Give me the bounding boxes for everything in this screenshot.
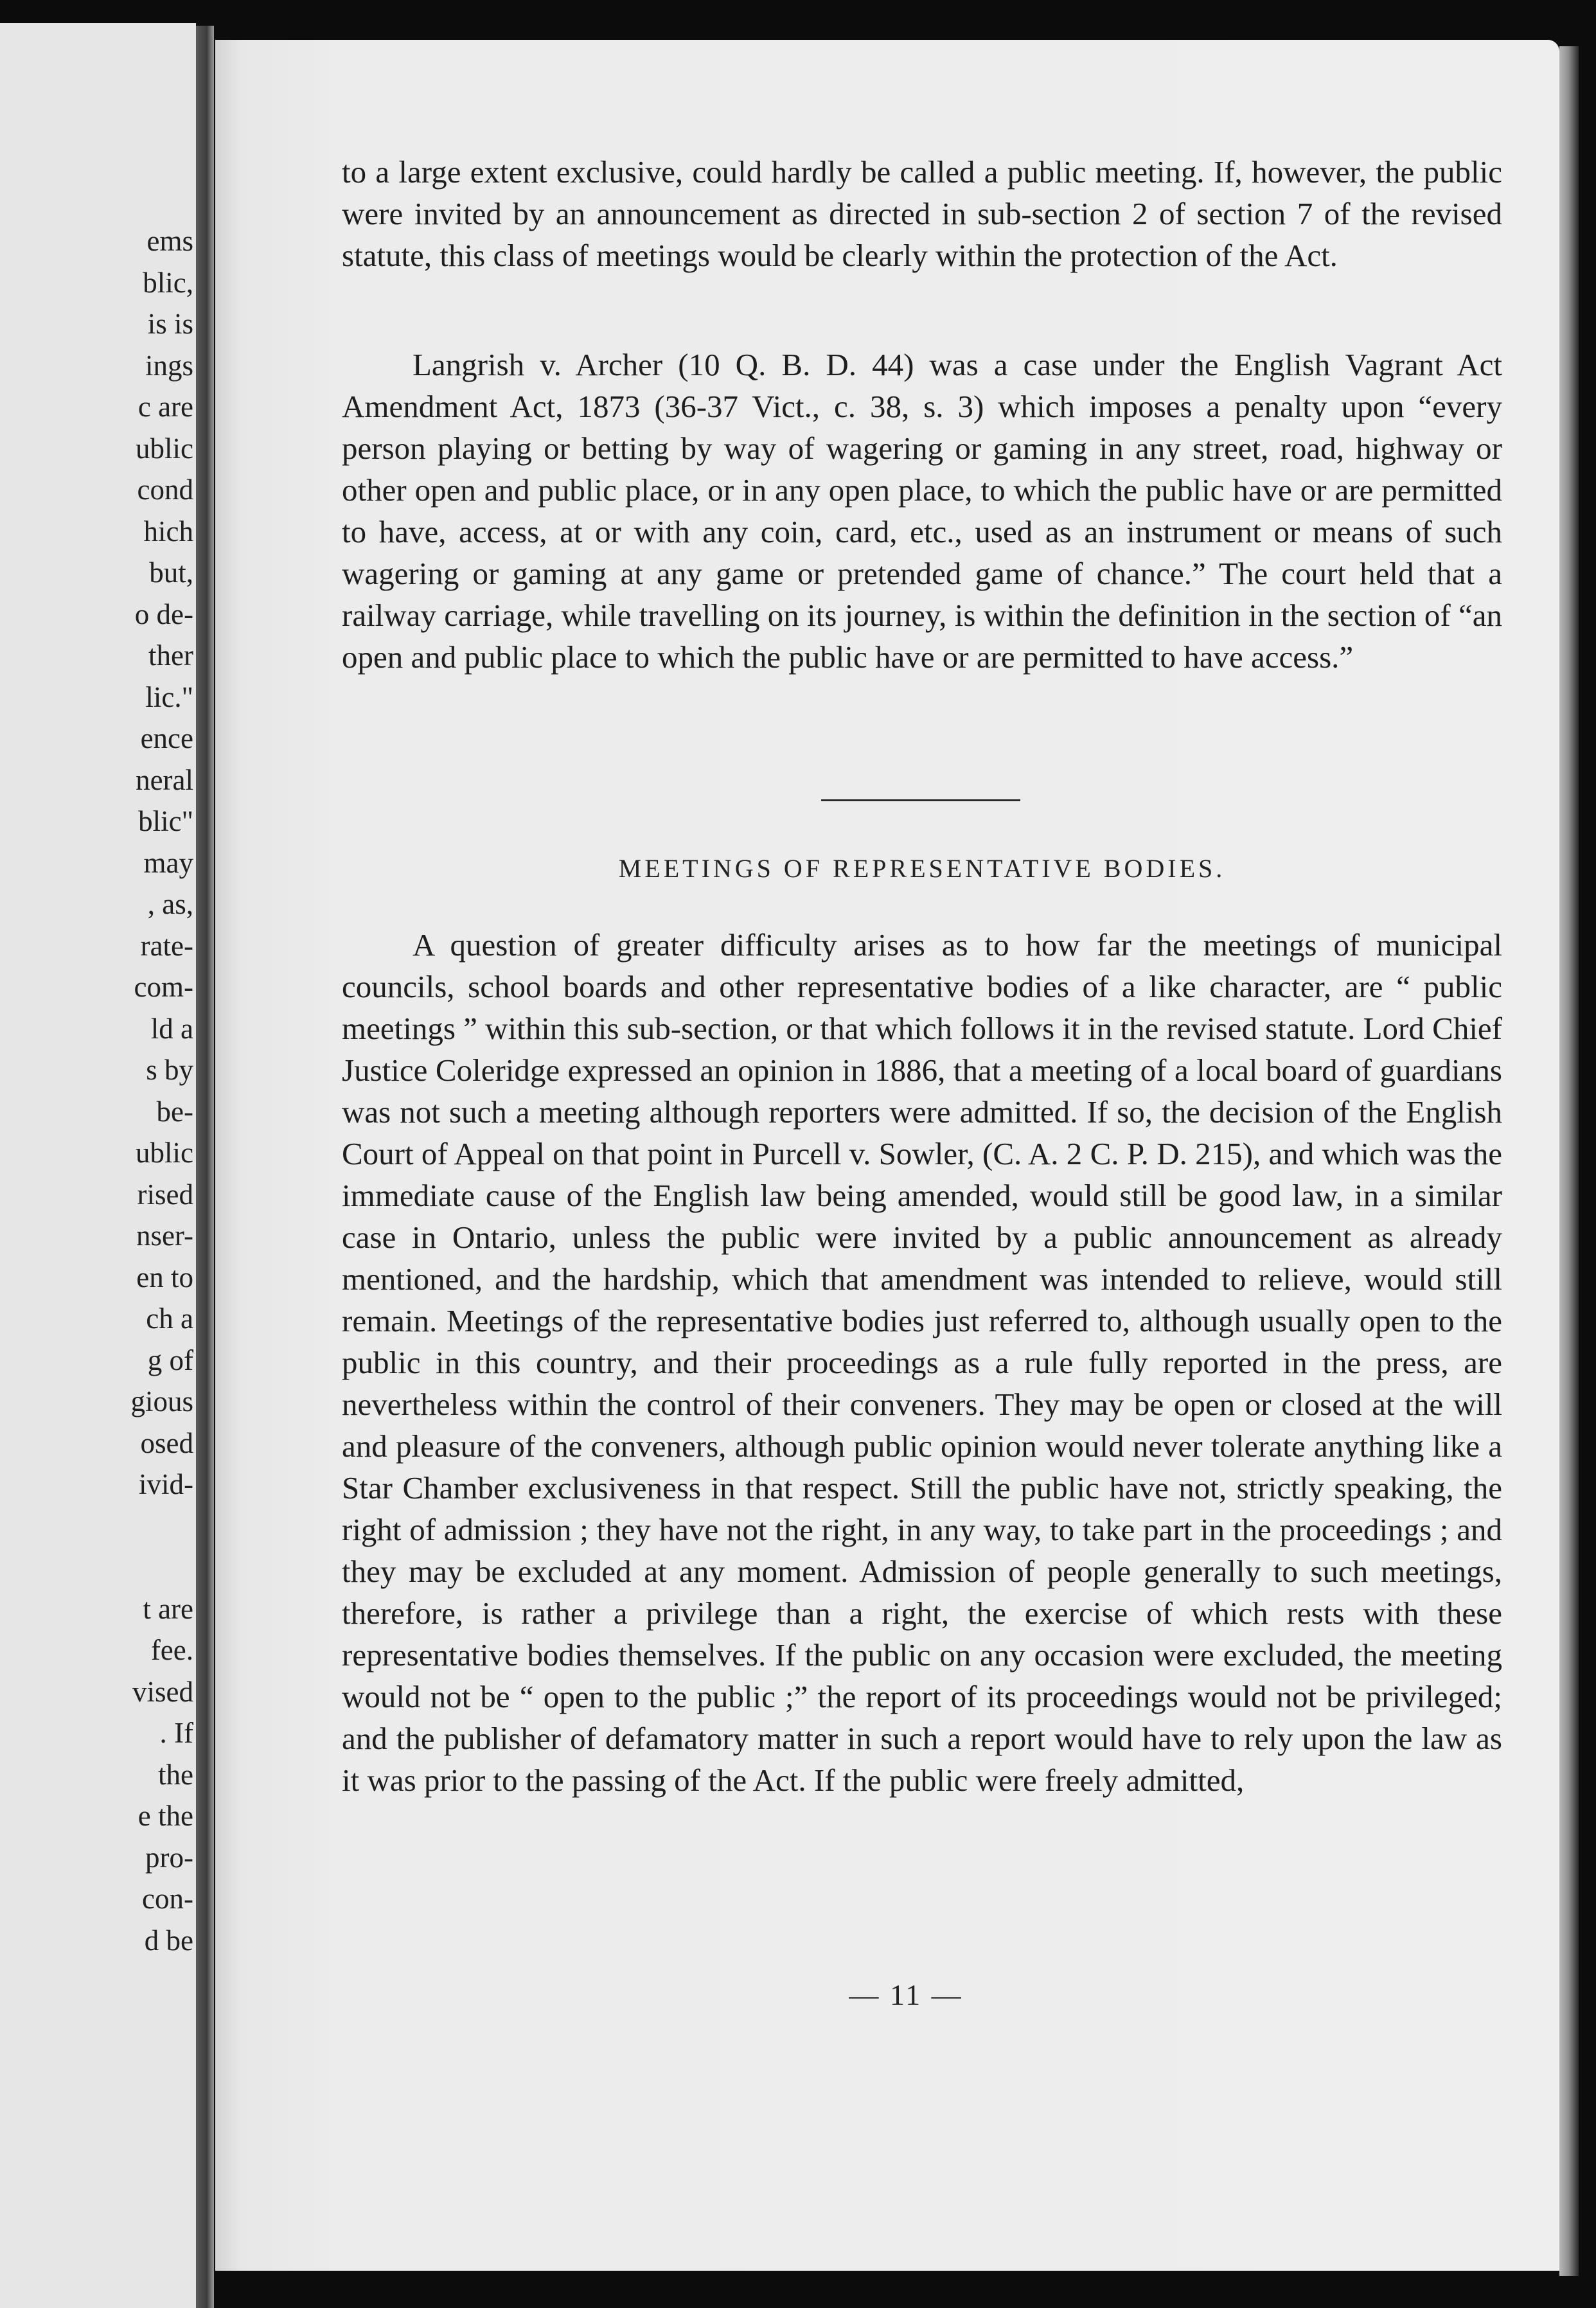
page-edge	[1559, 46, 1579, 2276]
left-page-line: be-	[156, 1095, 193, 1128]
left-page-line: the	[158, 1758, 193, 1791]
left-page-line: s by	[146, 1054, 193, 1086]
left-page-text	[0, 220, 196, 1961]
left-page-line: ther	[148, 639, 193, 671]
paragraph-3: A question of greater difficulty arises as to how far the meetings of municipal councils, school boards and other representative bodies of a like character, are “ public meetings ” within this sub-section, or that which follows it in the revised statute. Lord Chief Justice Coleridge expressed an opinion in 1886, that a meeting of a local board of guardians was not such a meeting although reporters were admitted. If so, the decision of the English Court of Appeal on that point in Purcell v. Sowler, (C. A. 2 C. P. D. 215), and which was the immediate cause of the English law being amended, would still be good law, in a similar case in Ontario, unless the public were invited by a public announcement as already mentioned, and the hardship, which that amendment was intended to relieve, would still remain. Meetings of the representative bodies just referred to, although usually open to the public in this country, and their proceedings as a rule fully reported in the press, are nevertheless within the control of their conveners. They may be open or closed at the will and pleasure of the conveners, although public opinion would never tolerate anything like a Star Chamber exclusiveness in that respect. Still the public have not, strictly speaking, the right of admission ; they have not the right, in any way, to take part in the proceedings ; and they may be excluded at any moment. Admission of people generally to such meetings, therefore, is rather a privilege than a right, the exercise of which rests with these representative bodies themselves. If the public on any occasion were excluded, the meeting would not be “ open to the public ;” the report of its proceedings would not be privileged; and the publisher of defamatory matter in such a report would have to rely upon the law as it was prior to the passing of the Act. If the public were freely admitted,	[342, 927, 1502, 1798]
paragraph-1: to a large extent exclusive, could hardly be called a public meeting. If, however, the public were invited by an announcement as directed in sub-section 2 of section 7 of the revised statute, this class of meetings would be clearly within the protection of the Act.	[342, 154, 1502, 273]
left-page-line: hich	[143, 515, 193, 547]
left-page-line: ublic	[136, 432, 193, 465]
paragraph-langrish	[342, 344, 1502, 678]
left-page-line: may	[143, 846, 193, 879]
left-page-line: ence	[140, 722, 193, 754]
left-page-line: g of	[147, 1344, 193, 1376]
left-page-line: rate-	[140, 929, 193, 962]
section-heading: MEETINGS OF REPRESENTATIVE BODIES.	[618, 854, 1226, 883]
left-page-line: nser-	[136, 1220, 193, 1252]
left-page-line: blic,	[143, 266, 193, 299]
left-page-line: com-	[134, 971, 193, 1003]
left-page-line: is is	[147, 308, 193, 340]
left-page-line: ublic	[136, 1137, 193, 1169]
left-page-line: con-	[142, 1883, 193, 1915]
left-page-line: d be	[144, 1924, 193, 1957]
left-page	[0, 23, 196, 2308]
left-page-line: en to	[136, 1261, 193, 1293]
left-page-line: c are	[137, 391, 193, 423]
left-page-line: cond	[137, 474, 193, 506]
left-page-line: but,	[149, 556, 193, 589]
book-gutter	[196, 26, 214, 2308]
paragraph-representative-bodies	[342, 924, 1502, 1801]
left-page-line: ings	[145, 349, 193, 382]
left-page-line: neral	[136, 763, 193, 796]
left-page-line: gious	[130, 1385, 193, 1417]
left-page-line: pro-	[145, 1841, 193, 1874]
section-divider	[821, 799, 1020, 801]
left-page-line: rised	[137, 1178, 193, 1211]
left-page-line: t are	[143, 1592, 193, 1625]
paragraph-2: Langrish v. Archer (10 Q. B. D. 44) was a case under the English Vagrant Act Amendment Act, 1873 (36-37 Vict., c. 38, s. 3) which imposes a penalty upon “every person playing or betting by way of wagering or gaming in any street, road, highway or other open and public place, or in any open place, to which the public have or are permitted to have, access, at or with any coin, card, etc., used as an instrument or means of such wagering or gaming at any game or pretended game of chance.” The court held that a railway carriage, while travelling on its journey, is within the definition in the section of “an open and public place to which the public have or are permitted to have access.”	[342, 347, 1502, 675]
left-page-line: ld a	[150, 1012, 193, 1045]
left-page-line: ems	[146, 225, 193, 257]
left-page-line: . If	[159, 1717, 193, 1749]
left-page-line: osed	[140, 1426, 193, 1459]
paragraph-continuation	[342, 151, 1502, 276]
left-page-line: , as,	[147, 888, 193, 920]
left-page-line: vised	[132, 1675, 193, 1708]
left-page-line: blic"	[138, 805, 193, 837]
page-number: — 11 —	[849, 1978, 963, 2011]
left-page-gap	[0, 1505, 196, 1588]
left-page-line: lic."	[145, 680, 193, 713]
left-page-line: ivid-	[139, 1468, 193, 1500]
left-page-line: fee.	[150, 1634, 193, 1666]
left-page-line: o de-	[134, 598, 193, 630]
left-page-line: e the	[137, 1800, 193, 1832]
left-page-line: ch a	[146, 1302, 193, 1335]
